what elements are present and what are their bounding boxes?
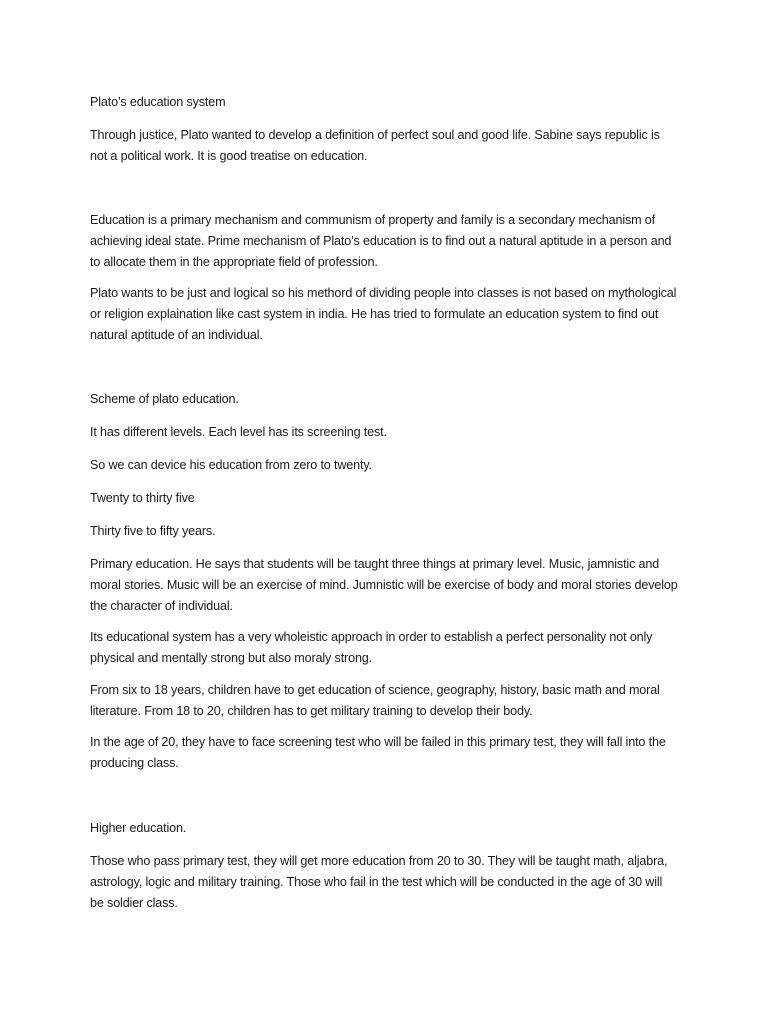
paragraph-six-to-eighteen: From six to 18 years, children have to get education of science, geography, history, basic math and moral literature. From 18 to 20, children has to get military training to develop their body. bbox=[90, 683, 660, 718]
paragraph-levels: It has different levels. Each level has its screening test. bbox=[90, 425, 387, 439]
document-title: Plato’s education system bbox=[90, 95, 226, 109]
paragraph-thirty-five-fifty: Thirty five to fifty years. bbox=[90, 524, 216, 538]
paragraph-higher-education: Those who pass primary test, they will get more education from 20 to 30. They will be taught math, aljabra, astrology, logic and military training. Those who fail in the test which will be conducted in the age of 30 will be soldier class. bbox=[90, 854, 668, 910]
paragraph-logical: Plato wants to be just and logical so his methord of dividing people into classes is not based on mythological or religion explaination like cast system in india. He has tried to formulate an education system to find out natural aptitude of an individual. bbox=[90, 286, 677, 342]
paragraph-wholeistic: Its educational system has a very wholeistic approach in order to establish a perfect personality not only physical and mentally strong but also moraly strong. bbox=[90, 630, 653, 665]
paragraph-twenty-thirty-five: Twenty to thirty five bbox=[90, 491, 195, 505]
paragraph-age-twenty: In the age of 20, they have to face screening test who will be failed in this primary test, they will fall into the producing class. bbox=[90, 735, 666, 770]
section-heading-higher-education: Higher education. bbox=[90, 821, 187, 835]
paragraph-mechanism: Education is a primary mechanism and communism of property and family is a secondary mechanism of achieving ideal state. Prime mechanism of Plato’s education is to find out a natural aptitude in a person and to allocate them in the appropriate field of profession. bbox=[90, 213, 672, 269]
section-heading-scheme: Scheme of plato education. bbox=[90, 392, 239, 406]
paragraph-zero-twenty: So we can device his education from zero to twenty. bbox=[90, 458, 372, 472]
paragraph-primary-education: Primary education. He says that students will be taught three things at primary level. Music, jamnistic and moral stories. Music will be an exercise of mind. Jumnistic will be exercise of body and moral stories develop the character of individual. bbox=[90, 557, 678, 613]
paragraph-justice: Through justice, Plato wanted to develop a definition of perfect soul and good life. Sabine says republic is not a political work. It is good treatise on education. bbox=[90, 128, 660, 163]
